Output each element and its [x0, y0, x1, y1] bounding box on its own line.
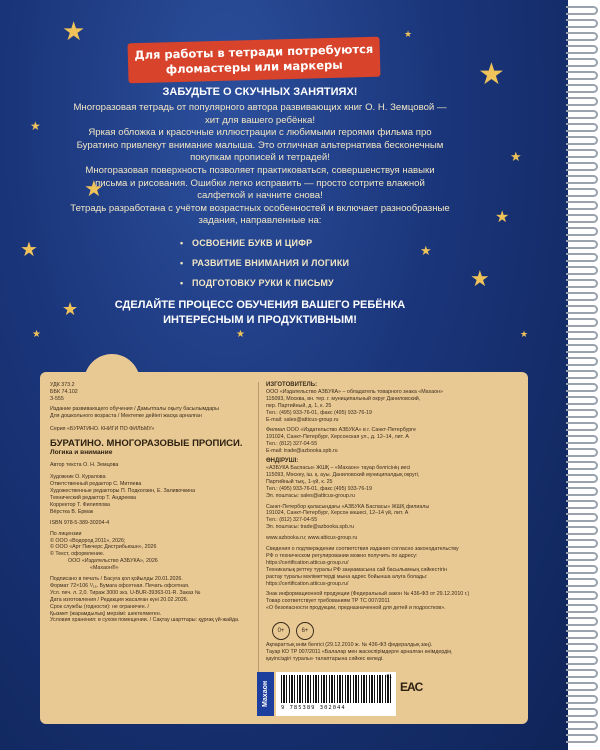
spiral-ring: [566, 6, 598, 15]
star-icon: ★: [84, 176, 104, 201]
spiral-ring: [566, 669, 598, 678]
spiral-ring: [566, 45, 598, 54]
star-icon: ★: [495, 209, 510, 226]
branch-line-kz: 191024, Санкт-Петербург, Херсон көшесі, 12–14 үй, лит. А: [266, 510, 409, 517]
skills-list: [180, 236, 450, 296]
law-line: Знак информационной продукции (Федеральный закон № 436-ФЗ от 29.12.2010 г.): [266, 591, 470, 598]
star-icon: ★: [420, 243, 432, 258]
website: www.azbooka.ru; www.atticus-group.ru: [266, 535, 358, 542]
spiral-ring: [566, 58, 598, 67]
print-info: Условия хранения: в сухом помещении. / Сақтау шарттары: құрғақ үй-жайда.: [50, 617, 240, 624]
spiral-ring: [566, 227, 598, 236]
branch-line: Филиал ООО «Издательство АЗБУКА» в г. Санкт-Петербурге: [266, 427, 416, 434]
star-icon: ★: [62, 16, 86, 46]
banner-line-2: фломастеры или маркеры: [165, 57, 343, 77]
manufacturer-line: Тел.: (495) 933-76-01, факс (495) 933-76-19: [266, 409, 372, 416]
branch-line: 191024, Санкт-Петербург, Херсонская ул., д. 12–14, лит. А: [266, 434, 409, 441]
spiral-ring: [566, 201, 598, 210]
promo-paragraph: Тетрадь разработана с учётом возрастных особенностей и включает разнообразные задания, направленные на:: [70, 202, 450, 227]
edition-type: Издание развивающего обучения / Дамытпалы оқыту басылымдары: [50, 405, 219, 412]
spiral-ring: [566, 383, 598, 392]
star-icon: ★: [32, 329, 41, 340]
spiral-ring: [566, 97, 598, 106]
manufacturer-line-kz: Партийный тық., 1-үй, к. 25: [266, 478, 333, 485]
spiral-ring: [566, 84, 598, 93]
manufacturer-line-kz: Тел.: (495) 933-76-01, факс (495) 933-76-19: [266, 485, 372, 492]
spiral-ring: [566, 357, 598, 366]
spiral-ring: [566, 279, 598, 288]
star-icon: ★: [520, 329, 529, 339]
star-icon: ★: [470, 266, 490, 291]
spiral-ring: [566, 32, 598, 41]
spiral-ring: [566, 136, 598, 145]
spiral-ring: [566, 708, 598, 717]
spiral-ring: [566, 695, 598, 704]
book-title: БУРАТИНО. МНОГОРАЗОВЫЕ ПРОПИСИ.: [50, 438, 243, 450]
skills-list-item: • ПОДГОТОВКУ РУКИ К ПИСЬМУ: [180, 276, 450, 296]
manufacturer-heading-kz: ӨНДІРУШІ:: [266, 458, 299, 465]
copyright: © ООО «Водород 2011», 2026;: [50, 537, 126, 544]
certification-line-kz: Техникалық реттеу туралы РФ заңнамасына сай басылымның сәйкестігін: [266, 566, 447, 573]
spiral-ring: [566, 175, 598, 184]
spiral-ring: [566, 617, 598, 626]
certification-url: https://certification.atticus-group.ru/: [266, 580, 349, 587]
spiral-ring: [566, 591, 598, 600]
spiral-ring: [566, 214, 598, 223]
layout-editor: Вёрстка В. Ермак: [50, 508, 94, 515]
star-icon: ★: [30, 119, 41, 133]
print-info: Срок службы (годности): не ограничен. /: [50, 603, 150, 610]
spiral-ring: [566, 409, 598, 418]
branch-line-kz: Санкт-Петербор қаласындағы «АЗБУКА Баспасы» ЖШҚ филиалы: [266, 503, 430, 510]
imprint-right-column: [266, 382, 520, 663]
manufacturer-line: E-mail: sales@atticus-group.ru: [266, 416, 339, 423]
law-line-kz: Ақпараттық өнім белгісі (29.12.2010 ж. № 436-ФЗ федералдық заң).: [266, 642, 433, 649]
spiral-ring: [566, 474, 598, 483]
star-icon: ★: [20, 239, 38, 261]
promo-paragraph: Многоразовая тетрадь от популярного автора развивающих книг О. Н. Земцовой — хит для вашего ребёнка!: [73, 102, 447, 126]
spiral-ring: [566, 513, 598, 522]
eac-mark: EAC: [400, 680, 423, 694]
manufacturer-line-kz: 115093, Мәскеу, іш. қ. ауы. Даниловский муниципалдық округі,: [266, 471, 420, 478]
print-info: Подписано в печать / Басуға қол қойылды 20.01.2026.: [50, 576, 183, 583]
print-info: Дата изготовления / Редакция жасалған күні 20.02.2026.: [50, 596, 189, 603]
license: По лицензии: [50, 530, 82, 537]
mahaon-logo: Махаон: [257, 672, 274, 716]
bbk: ББК 74.102: [50, 388, 78, 395]
spiral-ring: [566, 149, 598, 158]
copyright: ООО «Издательство АЗБУКА», 2026: [68, 558, 158, 565]
manufacturer-line: пер. Партийный, д. 1, к. 25: [266, 402, 332, 409]
spiral-ring: [566, 253, 598, 262]
barcode-number: 9 785389 302044: [281, 705, 346, 711]
barcode-bars: [281, 675, 391, 703]
spiral-ring: [566, 448, 598, 457]
spiral-binding: [566, 0, 600, 750]
print-info: Усл. печ. л. 2,0. Тираж 3000 экз. U-BUR-39363-01-R. Заказ №: [50, 589, 201, 596]
branch-line: E-mail: trade@azbooka.spb.ru: [266, 448, 338, 455]
spiral-ring: [566, 396, 598, 405]
isbn: ISBN 978-5-389-30204-4: [50, 519, 110, 526]
tech-editor: Технический редактор Т. Андреева: [50, 494, 136, 501]
barcode: [276, 672, 396, 716]
spiral-ring: [566, 578, 598, 587]
manufacturer-line-kz: Эл. поштасы: sales@atticus-group.ru: [266, 492, 355, 499]
spiral-ring: [566, 656, 598, 665]
age-rating-badge: 0+: [272, 622, 290, 640]
promo-footer-line-2: ИНТЕРЕСНЫМ И ПРОДУКТИВНЫМ!: [163, 313, 357, 326]
barcode-corner-code: 01: [386, 674, 392, 680]
age-rating-badge: 6+: [296, 622, 314, 640]
branch-line: Тел.: (812) 327-04-55: [266, 441, 318, 448]
spiral-ring: [566, 539, 598, 548]
star-icon: ★: [510, 149, 522, 164]
manufacturer-line: ООО «Издательство АЗБУКА» – обладатель товарного знака «Махаон»: [266, 388, 443, 395]
copyright: © ООО «Арт Пикчерс Дистрибьюшн», 2026: [50, 544, 157, 551]
law-line-kz: Тауар КО ТР 007/2011 «Балалар мен жасөспірімдерге арналған өнімдердің: [266, 649, 452, 656]
spiral-ring: [566, 682, 598, 691]
editor: Ответственный редактор С. Митяева: [50, 481, 142, 488]
spiral-ring: [566, 461, 598, 470]
branch-line-kz: Эл. поштасы: trade@azbooka.spb.ru: [266, 524, 355, 531]
spiral-ring: [566, 162, 598, 171]
udk: УДК 373.2: [50, 382, 75, 388]
spiral-ring: [566, 110, 598, 119]
spiral-ring: [566, 188, 598, 197]
series: Серия «БУРАТИНО. КНИГИ ПО ФИЛЬМУ»: [50, 425, 155, 432]
spiral-ring: [566, 422, 598, 431]
promo-text-block: [70, 86, 450, 328]
star-icon: ★: [62, 299, 79, 319]
spiral-ring: [566, 500, 598, 509]
star-icon: ★: [404, 29, 413, 39]
certification-line-kz: растау туралы мәліметтерді мына адрес бойынша алуға болады:: [266, 573, 428, 580]
spiral-ring: [566, 526, 598, 535]
promo-title: ЗАБУДЬТЕ О СКУЧНЫХ ЗАНЯТИЯХ!: [162, 86, 358, 98]
spiral-ring: [566, 370, 598, 379]
star-icon: ★: [478, 58, 505, 91]
spiral-ring: [566, 71, 598, 80]
spiral-ring: [566, 721, 598, 730]
corrector: Корректор Т. Филиппова: [50, 501, 110, 508]
manufacturer-heading: ИЗГОТОВИТЕЛЬ:: [266, 382, 318, 388]
spiral-ring: [566, 487, 598, 496]
copyright: «Махаон®»: [90, 565, 119, 572]
spiral-ring: [566, 240, 598, 249]
spiral-ring: [566, 604, 598, 613]
star-icon: ★: [236, 329, 245, 340]
skills-list-item: • РАЗВИТИЕ ВНИМАНИЯ И ЛОГИКИ: [180, 256, 450, 276]
certification-line: Сведения о подтверждении соответствия издания согласно законодательству: [266, 546, 459, 553]
markers-notice-banner: [128, 37, 381, 84]
spiral-ring: [566, 318, 598, 327]
promo-footer: [70, 298, 450, 328]
spiral-ring: [566, 123, 598, 132]
branch-line-kz: Тел.: (812) 327-04-55: [266, 517, 318, 524]
law-line: «О безопасности продукции, предназначенной для детей и подростков».: [266, 605, 446, 612]
artist: Художник О. Куралова: [50, 474, 106, 481]
skills-list-item: • ОСВОЕНИЕ БУКВ И ЦИФР: [180, 236, 450, 256]
copyright: © Текст, оформление.: [50, 551, 105, 558]
spiral-ring: [566, 305, 598, 314]
spiral-ring: [566, 435, 598, 444]
promo-footer-line-1: СДЕЛАЙТЕ ПРОЦЕСС ОБУЧЕНИЯ ВАШЕГО РЕБЁНКА: [114, 298, 406, 311]
spiral-ring: [566, 630, 598, 639]
promo-paragraph: Многоразовая поверхность позволяет практиковаться, совершенствуя навыки письма и рисования. Ошибки легко исправить — просто сотрите влажной салфеткой и начните снова!: [85, 164, 435, 202]
spiral-ring: [566, 643, 598, 652]
spiral-ring: [566, 344, 598, 353]
spiral-ring: [566, 565, 598, 574]
print-info: Қызмет (жарамдылық) мерзімі: шектелмеген.: [50, 610, 162, 617]
book-subtitle: Логика и внимание: [50, 449, 113, 457]
law-line: Товар соответствует требованиям ТР ТС 007/2011: [266, 598, 390, 605]
age-group: Для дошкольного возраста / Мектепке дейінгі жасқа арналған: [50, 412, 202, 419]
spiral-ring: [566, 331, 598, 340]
print-info: Формат 72×106 ¹/₁₆. Бумага офсетная. Печать офсетная.: [50, 582, 190, 589]
spiral-ring: [566, 734, 598, 743]
spiral-ring: [566, 266, 598, 275]
art-editors: Художественные редакторы П. Подколзин, Е. Заливочкина: [50, 488, 196, 495]
manufacturer-line-kz: «АЗБУКА Баспасы» ЖШҚ – «Махаон» тауар белгісінің иесі: [266, 464, 411, 471]
spiral-ring: [566, 292, 598, 301]
column-divider: [258, 382, 259, 712]
imprint-left-column: [50, 382, 250, 624]
banner-line-1: Для работы в тетради потребуются: [134, 41, 374, 63]
law-line-kz: қауіпсіздігі туралы» талаптарына сәйкес келеді.: [266, 656, 384, 662]
spiral-ring: [566, 552, 598, 561]
promo-paragraph: Яркая обложка и красочные иллюстрации с любимыми героями фильма про Буратино привлекут внимание малыша. Это отличная альтернатива бесконечным покупкам прописей и тетрадей!: [76, 127, 444, 164]
spiral-ring: [566, 19, 598, 28]
certification-url: https://certification.atticus-group.ru/: [266, 559, 349, 566]
code: З-555: [50, 395, 64, 402]
author: Автор текста О. Н. Земцова: [50, 462, 119, 469]
manufacturer-line: 115093, Москва, вн. тер. г. муниципальный округ Даниловский,: [266, 395, 421, 402]
certification-line: РФ о техническом регулировании можно получить по адресу:: [266, 552, 418, 559]
